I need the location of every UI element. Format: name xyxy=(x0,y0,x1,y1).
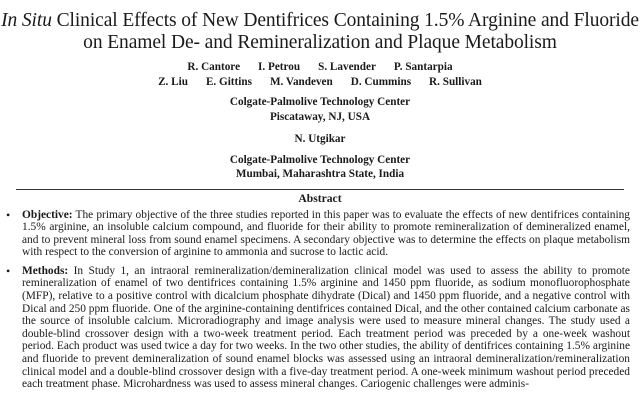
author: Z. Liu xyxy=(158,75,188,88)
objective-text: The primary objective of the three studies reported in this paper was to evaluate the effects of new dentifrices containing 1.5% arginine, an insoluble calcium compound, and fluoride for their ability to promote remineralization of demineralized enamel, and to prevent mineral loss from sound enamel specimens. A secondary objective was to determine the effects on plaque metabolism with respect to the conversion of arginine to ammonia and sucrose to lactic acid. xyxy=(22,208,630,259)
author-list-row1 xyxy=(0,60,640,75)
affiliation-org-2: Colgate-Palmolive Technology Center xyxy=(229,153,411,166)
title-italic: In Situ xyxy=(1,10,52,31)
methods-label: Methods: xyxy=(22,264,69,277)
abstract-heading: Abstract xyxy=(298,191,342,205)
author: R. Sullivan xyxy=(429,75,482,88)
bullet-icon: • xyxy=(6,207,11,222)
objective-section xyxy=(6,207,630,259)
author: M. Vandeven xyxy=(269,75,333,88)
affiliation-location-2: Mumbai, Maharashtra State, India xyxy=(235,168,405,180)
author-utgikar: N. Utgikar xyxy=(294,133,346,145)
affiliation-location-1: Piscataway, NJ, USA xyxy=(269,110,371,123)
title-rest: Clinical Effects of New Dentifrices Containing 1.5% Arginine and Fluoride on Enamel De- and Remineralization and Plaque Metabolism xyxy=(51,10,639,53)
author: D. Cummins xyxy=(350,75,412,88)
affiliation-org-1: Colgate-Palmolive Technology Center xyxy=(229,96,411,108)
author-list-row2 xyxy=(0,75,640,90)
methods-section xyxy=(6,263,630,391)
methods-text: In Study 1, an intraoral remineralization/demineralization clinical model was used to assess the ability to promote remineralization of enamel of two dentifrices containing 1.5% arginine and 1450 ppm fluoride, as sodium monofluorophosphate (MFP), relative to a positive control with dicalcium phosphate dihydrate (Dical) and 1450 ppm fluoride, and a negative control with Dical and 250 ppm fluoride. One of the arginine-containing dentifrices contained Dical, and the other contained calcium carbonate as the source of insoluble calcium. Microradiography and image analysis were used to measure mineral changes. The study used a double-blind crossover design with a two-week treatment period. Each treatment period was preceded by a one-week washout period. Each product was used twice a day for two weeks. In the two other studies, the ability of dentifrices containing 1.5% arginine and fluoride to prevent demineralization of sound enamel blocks was assessed using an intraoral demineralization/remineralization clinical model and a double-blind crossover design with a five-day treatment period. A one-week minimum washout period preceded each treatment phase. Microhardness was used to assess mineral changes. Cariogenic challenges were adminis- xyxy=(22,264,630,391)
bullet-icon: • xyxy=(6,263,11,278)
divider-rule xyxy=(16,189,624,190)
author: E. Gittins xyxy=(205,75,252,88)
author: P. Santarpia xyxy=(393,61,453,73)
paper-page xyxy=(0,10,640,410)
author: I. Petrou xyxy=(258,61,301,73)
paper-title xyxy=(0,10,640,54)
author: R. Cantore xyxy=(187,61,241,73)
objective-label: Objective: xyxy=(22,208,73,221)
author: S. Lavender xyxy=(318,61,376,73)
